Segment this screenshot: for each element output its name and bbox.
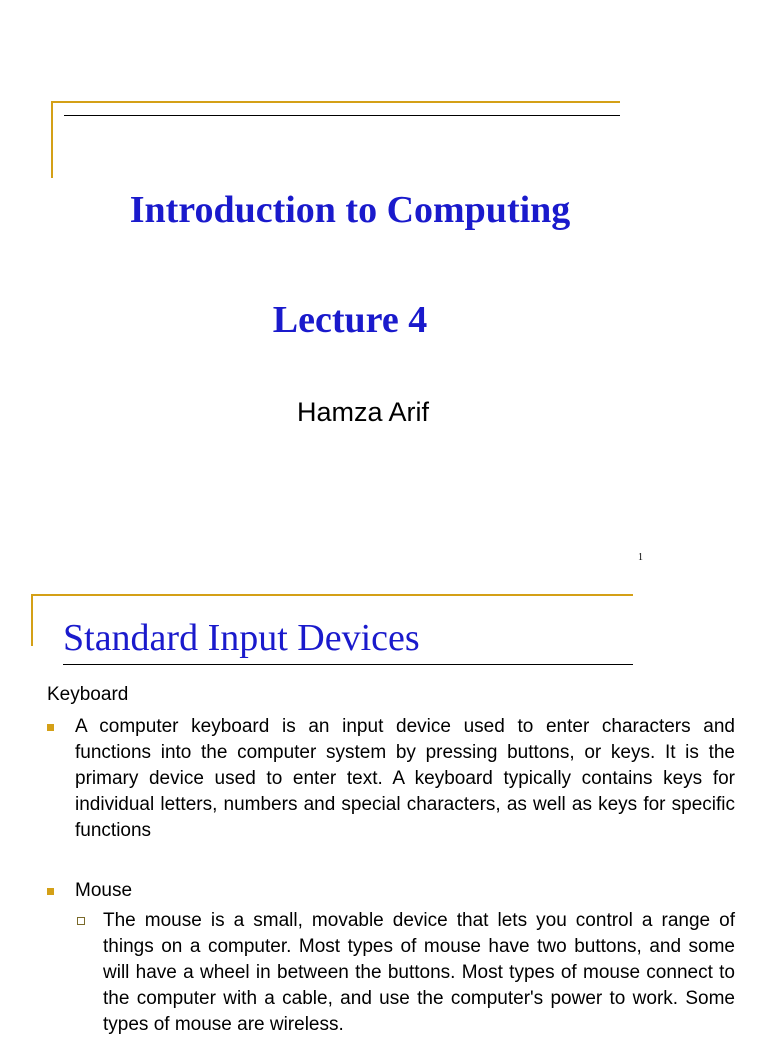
list-item-text: Mouse — [75, 880, 133, 901]
list-item — [75, 714, 735, 844]
lecture-number: Lecture 4 — [272, 299, 428, 341]
slide-2 — [0, 580, 768, 1035]
sub-list-item — [103, 908, 735, 1038]
accent-line-left — [51, 101, 53, 178]
list-item — [75, 878, 735, 904]
slide-title: Standard Input Devices — [63, 617, 420, 659]
accent-line-top — [31, 594, 633, 596]
page-number: 1 — [638, 552, 643, 563]
section-heading: Keyboard — [47, 684, 129, 705]
author-name: Hamza Arif — [296, 397, 430, 427]
square-bullet-icon — [47, 888, 54, 895]
accent-line-top — [51, 101, 620, 103]
accent-line-left — [31, 594, 33, 646]
hollow-square-bullet-icon — [77, 917, 85, 925]
divider-line — [64, 115, 620, 116]
title-underline — [63, 664, 633, 665]
square-bullet-icon — [47, 724, 54, 731]
sub-list-item-text: The mouse is a small, movable device that lets you control a range of things on a computer. Most types of mouse have two buttons, and some will have a wheel in between the buttons. Most types of mouse connect to the computer with a cable, and use the computer's power to work. Some types of mouse are wireless. — [103, 910, 735, 1035]
list-item-text: A computer keyboard is an input device used to enter characters and functions into the computer system by pressing buttons, or keys. It is the primary device used to enter text. A keyboard typically contains keys for individual letters, numbers and special characters, as well as keys for specific functions — [75, 716, 735, 841]
slide-title: Introduction to Computing — [129, 189, 571, 231]
